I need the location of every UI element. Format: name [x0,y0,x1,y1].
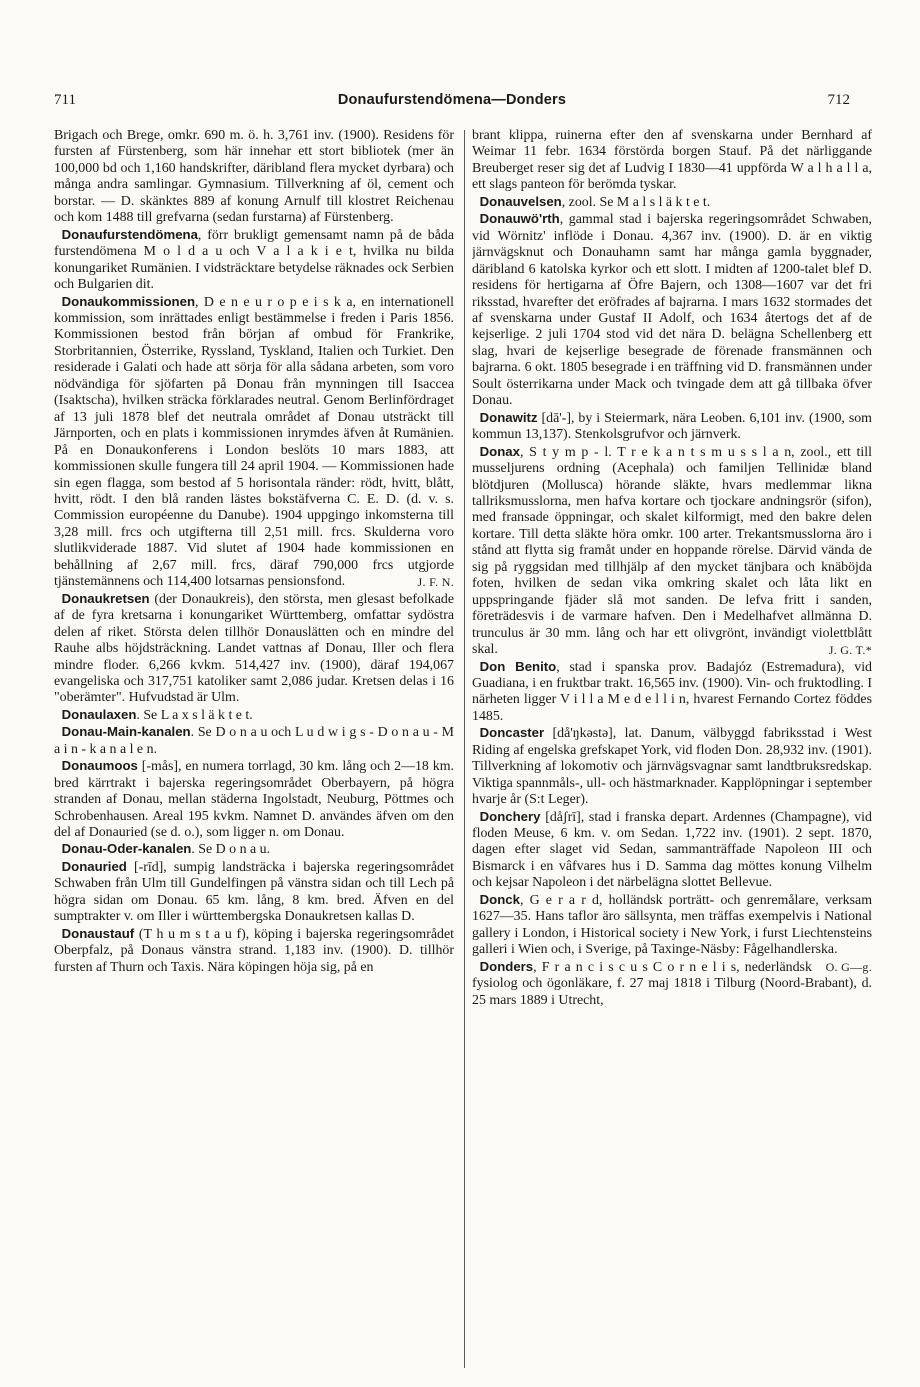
entry-headword: Donck [479,891,520,907]
entry-text: [dåʃrī], stad i franska depart. Ardennes (Champagne), vid floden Meuse, 6 km. v. om Sedan. 1,722 inv. (1901). 2 sept. 1870, dagen efter slaget vid Sedan, sammanträffade Napoleon III och Bismarck i en vâfvares hus i D. Samma dag möttes konung Vilhelm och kejsar Napoleon i det närbelägna slottet Bellevue. [472,809,872,891]
dictionary-entry [472,444,872,659]
dictionary-entry [472,725,872,808]
entry-text: . Se D o n a u och L u d w i g s - D o n a u - M a i n - k a n a l e n. [54,725,454,757]
entry-headword: Donaumoos [61,758,138,774]
entry-headword: Donchery [479,808,541,824]
entry-text: , G e r a r d, holländsk porträtt- och genremålare, verksam 1627—35. Hans taflor äro sällsynta, men träffas exempelvis i National gallery i London, i Historical society i New York, i furst Liechtensteins galleri i Wien och, i Sverige, på Taxinge-Näsby: Fågelhandlerska. [472,892,872,958]
entry-text: , förr brukligt gemensamt namn på de båda furstendömena M o l d a u och V a l a k i e t, hvilka nu bilda konungariket Rumänien. I vidsträcktare betydelse räknades ock Serbien och Bulgarien dit. [54,227,454,293]
entry-headword: Donau-Main-kanalen [61,724,191,740]
dictionary-entry [472,809,872,892]
entry-text: , F r a n c i s c u s C o r n e l i s, nederländsk fysiolog och ögonläkare, f. 27 maj 1818 i Tilburg (Noord-Brabant), d. 25 mars 1889 i Utrecht, [472,959,872,1008]
left-column [54,128,454,1368]
entry-text: , S t y m p - l. T r e k a n t s m u s s l a n, zool., ett till musseljurens ordning (Acephala) och familjen Tellinidæ bland blötdjuren (Mollusca) hörande släkte, hvars medlemmar likna tallriksmusslorna, men hafva kortare och tjockare andningsrör (sifon), med fransade öppningar, och skalet kilformigt, med den bakre delen kortare. Till detta släkte höra omkr. 100 arter. Trekantsmusslorna äro i stånd att flytta sig framåt under en hoppande rörelse. Därvid vända de sig på ryggsidan med tillhjälp af den mycket tänjbara och knäböjda foten, hvilken de sedan vika omkring skalet och låta likt en uppspringande fjäder slå mot sanden. De lefva fritt i sanden, företrädesvis i de varmare hafven. Den i Medelhafvet allmänna D. trunculus är 30 mm. lång och har ett olivgrönt, invändigt violettblått skal. [472,444,872,658]
entry-headword: Donaukretsen [61,590,150,606]
dictionary-entry [472,128,872,194]
dictionary-entry [472,194,872,211]
entry-text: , gammal stad i bajerska regeringsområdet Schwaben, vid Wörnitz' inflöde i Donau. 4,367 inv. (1900). D. är en viktig järnvägsknut och Donauhamn samt har många gamla byggnader, däribland 6 katolska kyrkor och ett slott. I midten af 1200-talet blef D. residens för hertigarna af Öfre Bajern, och 1308—1607 var det fri riksstad, hvarefter det eröfrades af bajrarna. I mars 1632 stormades det af svenskarna under Gustaf II Adolf, och 1634 återtogs det af de kejserlige. 2 juli 1704 stod vid det nära D. belägna Schellenberg ett slag, hvari de kejserlige besegrade de förenade fransmännen och bajrarna. 6 okt. 1805 besegrade i en träffning vid D. fransmännen under Soult österrikarna under Mack och tvingade dem att gå tillbaka öfver Donau. [472,212,872,409]
entry-headword: Donaulaxen [61,706,137,722]
entry-headword: Don Benito [479,658,557,674]
entry-headword: Donauwö'rth [479,211,560,227]
entry-text: [dā'-], by i Steiermark, nära Leoben. 6,101 inv. (1900, som kommun 13,137). Stenkolsgrufvor och järnverk. [472,410,872,443]
page-number-right: 712 [827,92,850,108]
entry-text: (T h u m s t a u f), köping i bajerska regeringsområdet Oberpfalz, på Donaus vänstra strand. 1,183 inv. (1900). D. tillhör fursten af Thurn och Taxis. Nära köpingen höja sig, på en [54,926,454,975]
author-signature: J. F. N. [417,575,454,590]
entry-headword: Donaufurstendömena [61,226,198,242]
entry-text: , D e n e u r o p e i s k a, en internationell kommission, som inrättades enligt bestämmelse i freden i Paris 1856. Kommissionen bestod från början af ombud för Frankrike, Storbritannien, Österrike, Ryssland, Tyskland, Italien och Turkiet. Den residerade i Galati och hade att sörja för alla sådana arbeten, som voro nödvändiga för sjöfarten på Donau från mynningen till Isaccea (Isaktscha), hvilken sträcka förklarades neutral. Genom Berlinfördraget af 13 juli 1878 blef det neutrala området af Donau utsträckt till Järnporten, och en plats i kommissionen inrymdes äfven åt Rumänien. På en Donaukonferens i London beslöts 10 mars 1883, att kommissionen skulle fungera till 24 april 1904. — Kommissionen hade sin egen flagga, som bestod af 5 horisontala ränder: rödt, hvitt, blått, hvitt, rödt. I den blå randen lästes bokstäfverna C. E. D. (d. v. s. Commission européenne du Danube). 1904 uppgingo inkomsterna till 3,28 mill. frcs och utgifterna till 2,51 mill. frcs. Skulderna voro slutlikviderade 1887. Vid slutet af 1904 hade kommissionen en behållning af 2,67 mill. frcs, däraf 790,000 frcs utgjorde tjänstemännens och 114,400 lotsarnas pensionsfond. [54,294,454,590]
entry-headword: Donauried [61,858,127,874]
entry-text: , stad i spanska prov. Badajóz (Estremadura), vid Guadiana, i en fruktbar trakt. 16,565 inv. (1900). Vin- och fruktodling. I närheten ligger V i l l a M e d e l l i n, hvarest Fernando Cortez föddes 1485. [472,659,872,724]
entry-headword: Donau-Oder-kanalen [61,841,192,857]
dictionary-entry [54,128,454,227]
entry-text: (der Donaukreis), den största, men glesast befolkade af de fyra kretsarna i konungariket Württemberg, omfattar sydöstra delen af riket. Största delen tillhör Donauslätten och en mindre del Rauhe albs höjdsträckning. Landet vattnas af Donau, Iller och flera mindre floder. 6,266 kvkm. 514,427 inv. (1900), däraf 194,067 evangeliska och 317,751 katoliker samt 2,086 judar. Kretsen delas i 16 "oberämter". Hufvudstad är Ulm. [54,591,454,706]
dictionary-entry [472,659,872,726]
dictionary-entry [54,859,454,926]
page-number-left: 711 [54,92,76,108]
entry-text: brant klippa, ruinerna efter den af svenskarna under Bernhard af Weimar 11 febr. 1634 förstörda borgen Stauf. På det närliggande Breuberget reser sig det af Ludvig I 1830—41 uppförda W a l h a l l a, ett slags panteon för berömda tyskar. [472,128,872,193]
entry-text: . Se L a x s l ä k t e t. [136,707,253,723]
dictionary-entry [54,707,454,724]
dictionary-entry [54,227,454,294]
entry-headword: Doncaster [479,725,545,741]
entry-headword: Donauvelsen [479,193,562,209]
page-header [54,92,850,114]
dictionary-entry [54,758,454,841]
entry-text: . Se D o n a u. [191,842,271,858]
dictionary-entry [54,841,454,858]
author-signature: O. G—g. [825,959,872,974]
entry-headword: Donders [479,958,534,974]
entry-text: [då'ŋkəstə], lat. Danum, välbyggd fabriksstad i West Riding af engelska grefskapet York, vid floden Don. 28,932 inv. (1901). Tillverkning af lokomotiv och järnvägsvagnar samt landtbruksredskap. Viktiga spannmåls-, ull- och hästmarknader. Kapplöpningar i september hvarje år (S:t Leger). [472,726,872,808]
running-head: Donaufurstendömena—Donders [337,92,567,108]
entry-headword: Donaustauf [61,925,135,941]
dictionary-entry [472,410,872,444]
dictionary-entry [54,294,454,591]
entry-text: Brigach och Brege, omkr. 690 m. ö. h. 3,761 inv. (1900). Residens för fursten af Fürstenberg, som här innehar ett stort bibliotek (mer än 100,000 bd och 1,160 handskrifter, däribland flera mycket dyrbara) och många andra samlingar. Gymnasium. Tillverkning af öl, cement och borstar. — D. skänktes 889 af konung Arnulf till klostret Reichenau och kom 1488 till grefvarna (sedan furstarna) af Fürstenberg. [54,128,454,226]
author-signature: J. G. T.* [828,643,872,658]
dictionary-entry [472,211,872,409]
entry-headword: Donawitz [479,409,538,425]
entry-headword: Donaukommissionen [61,293,196,309]
entry-headword: Donax [479,443,520,459]
column-divider [464,130,465,1368]
entry-text: [-rīd], sumpig landsträcka i bajerska regeringsområdet Schwaben från Ulm till Gundelfingen på vänstra sidan och till Lech på högra sidan om Donau. 65 km. lång, 8 km. bred. Äfven en del sumptrakter v. om Iller i württembergska Donaukretsen kallas D. [54,859,454,925]
dictionary-entry [54,591,454,707]
dictionary-entry [54,724,454,758]
entry-text: , zool. Se M a l s l ä k t e t. [561,194,711,210]
dictionary-entry [54,926,454,976]
entry-text: [-mås], en numera torrlagd, 30 km. lång och 2—18 km. bred kärrtrakt i bajerska regeringsområdet Oberbayern, på högra stranden af Donau, mellan städerna Ingolstadt, Neuburg, Pöttmes och Schrobenhausen. Areal 195 kvkm. Namnet D. användes äfven om den del af Donauried (se d. o.), som ligger n. om Donau. [54,759,454,841]
right-column [472,128,872,1368]
